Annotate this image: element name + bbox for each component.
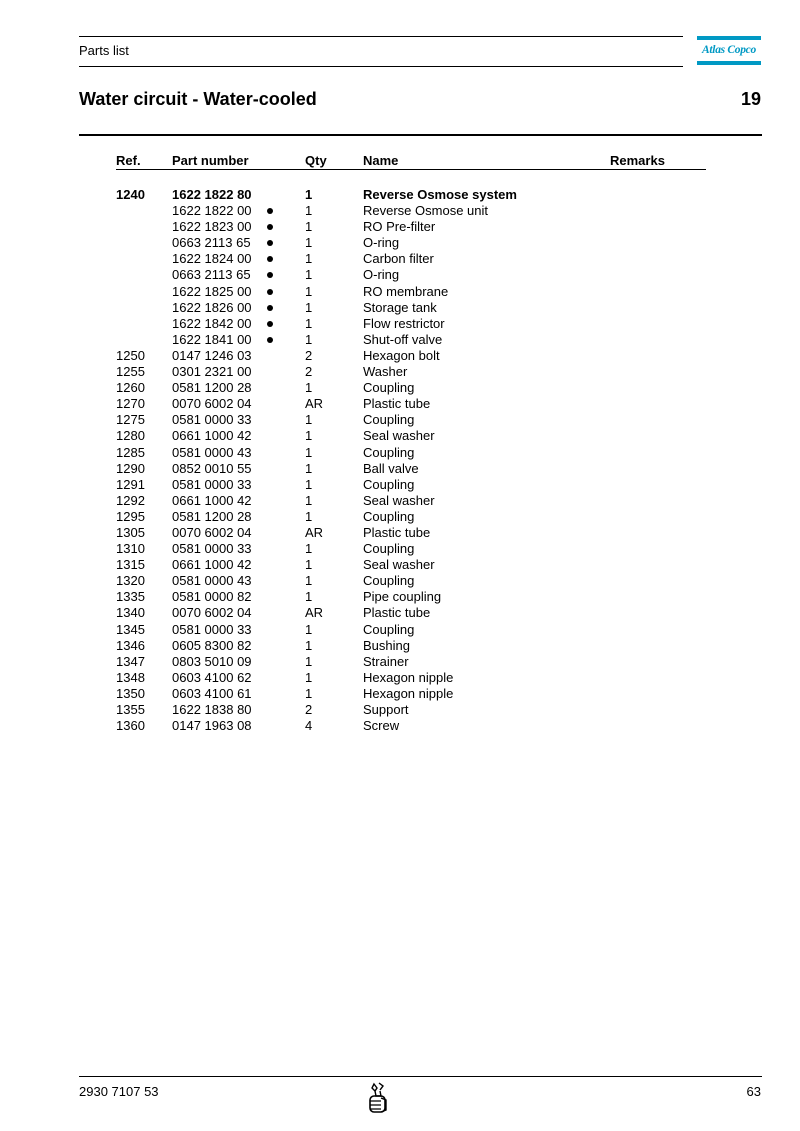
name-cell: Coupling bbox=[363, 573, 415, 589]
name-cell: Hexagon bolt bbox=[363, 347, 440, 363]
table-row bbox=[0, 461, 800, 477]
qty-cell: 4 bbox=[305, 718, 313, 734]
name-cell: RO membrane bbox=[363, 283, 449, 299]
part-number-cell: 0581 1200 28 bbox=[172, 380, 252, 396]
part-number-cell: 0070 6002 04 bbox=[172, 396, 252, 412]
ref-cell: 1320 bbox=[116, 573, 145, 589]
qty-cell: 1 bbox=[305, 187, 313, 202]
table-row bbox=[0, 589, 800, 605]
qty-cell: 1 bbox=[305, 541, 313, 557]
qty-cell: 1 bbox=[305, 235, 313, 251]
qty-cell: 1 bbox=[305, 428, 313, 444]
name-cell: Seal washer bbox=[363, 428, 435, 444]
name-cell: Coupling bbox=[363, 476, 415, 492]
name-cell: Coupling bbox=[363, 508, 415, 524]
table-row bbox=[0, 541, 800, 557]
sub-item-bullet-icon bbox=[267, 256, 273, 262]
ref-cell: 1335 bbox=[116, 589, 145, 605]
name-cell: Support bbox=[363, 702, 409, 717]
qty-cell: 1 bbox=[305, 508, 313, 524]
table-row bbox=[0, 445, 800, 461]
ref-cell: 1260 bbox=[116, 380, 145, 396]
parts-table bbox=[0, 187, 800, 734]
name-cell: Seal washer bbox=[363, 557, 435, 573]
section-rule bbox=[79, 134, 762, 136]
sub-item-bullet-icon bbox=[267, 321, 273, 327]
footer-rule bbox=[79, 1076, 762, 1077]
sub-item-bullet-icon bbox=[267, 208, 273, 214]
ref-cell: 1270 bbox=[116, 396, 145, 412]
section-number: 19 bbox=[740, 89, 761, 109]
name-cell: Plastic tube bbox=[363, 524, 431, 540]
sub-item-bullet-icon bbox=[267, 305, 273, 311]
name-cell: Plastic tube bbox=[363, 605, 431, 621]
name-cell: Plastic tube bbox=[363, 396, 431, 412]
qty-cell: 1 bbox=[305, 557, 313, 573]
name-cell: O-ring bbox=[363, 235, 400, 251]
table-row bbox=[0, 348, 800, 364]
part-number-cell: 1622 1842 00 bbox=[172, 315, 252, 331]
table-row bbox=[0, 267, 800, 283]
ref-cell: 1350 bbox=[116, 685, 145, 701]
ref-cell: 1295 bbox=[116, 508, 145, 524]
qty-cell: 1 bbox=[305, 653, 313, 669]
name-cell: O-ring bbox=[363, 267, 400, 283]
name-cell: Strainer bbox=[363, 653, 409, 669]
table-row bbox=[0, 284, 800, 300]
table-row bbox=[0, 203, 800, 219]
table-row bbox=[0, 605, 800, 621]
part-number-cell: 0581 0000 43 bbox=[172, 444, 252, 460]
ref-cell: 1250 bbox=[116, 347, 145, 363]
qty-cell: 1 bbox=[305, 669, 313, 685]
name-cell: Screw bbox=[363, 718, 400, 734]
name-cell: Carbon filter bbox=[363, 251, 434, 267]
name-cell: Coupling bbox=[363, 380, 415, 396]
name-cell: Coupling bbox=[363, 621, 415, 637]
name-cell: Pipe coupling bbox=[363, 589, 442, 605]
sub-item-bullet-icon bbox=[267, 337, 273, 343]
table-row bbox=[0, 654, 800, 670]
column-header-remarks: Remarks bbox=[610, 153, 665, 168]
ref-cell: 1305 bbox=[116, 524, 145, 540]
part-number-cell: 0661 1000 42 bbox=[172, 557, 252, 573]
table-row bbox=[0, 686, 800, 702]
ref-cell: 1291 bbox=[116, 476, 145, 492]
footer-doc-number: 2930 7107 53 bbox=[79, 1084, 159, 1099]
section-title: Water circuit - Water-cooled bbox=[79, 89, 317, 109]
qty-cell: 1 bbox=[305, 621, 313, 637]
thumbs-up-wrench-icon bbox=[366, 1082, 390, 1118]
ref-cell: 1360 bbox=[116, 718, 145, 734]
part-number-cell: 0661 1000 42 bbox=[172, 428, 252, 444]
qty-cell: 1 bbox=[305, 251, 313, 267]
part-number-cell: 0803 5010 09 bbox=[172, 653, 252, 669]
qty-cell: 2 bbox=[305, 347, 313, 363]
qty-cell: 1 bbox=[305, 444, 313, 460]
logo-top-bar bbox=[697, 36, 761, 40]
ref-cell: 1348 bbox=[116, 669, 145, 685]
part-number-cell: 0147 1246 03 bbox=[172, 347, 252, 363]
part-number-cell: 1622 1822 80 bbox=[172, 187, 252, 202]
part-number-cell: 0661 1000 42 bbox=[172, 492, 252, 508]
qty-cell: 1 bbox=[305, 589, 313, 605]
part-number-cell: 0581 0000 33 bbox=[172, 476, 252, 492]
name-cell: Coupling bbox=[363, 444, 415, 460]
qty-cell: 1 bbox=[305, 573, 313, 589]
name-cell: Reverse Osmose unit bbox=[363, 203, 488, 219]
part-number-cell: 0605 8300 82 bbox=[172, 637, 252, 653]
table-row bbox=[0, 493, 800, 509]
name-cell: Storage tank bbox=[363, 299, 437, 315]
qty-cell: 1 bbox=[305, 685, 313, 701]
qty-cell: 1 bbox=[305, 315, 313, 331]
name-cell: RO Pre-filter bbox=[363, 219, 436, 235]
part-number-cell: 1622 1823 00 bbox=[172, 219, 252, 235]
table-row bbox=[0, 638, 800, 654]
ref-cell: 1292 bbox=[116, 492, 145, 508]
table-row bbox=[0, 525, 800, 541]
column-header-ref: Ref. bbox=[116, 153, 141, 168]
name-cell: Washer bbox=[363, 364, 408, 380]
table-row bbox=[0, 219, 800, 235]
part-number-cell: 0581 0000 82 bbox=[172, 589, 252, 605]
column-header-part-number: Part number bbox=[172, 153, 249, 168]
ref-cell: 1315 bbox=[116, 557, 145, 573]
ref-cell: 1240 bbox=[116, 187, 145, 202]
part-number-cell: 0581 1200 28 bbox=[172, 508, 252, 524]
ref-cell: 1346 bbox=[116, 637, 145, 653]
part-number-cell: 0070 6002 04 bbox=[172, 524, 252, 540]
logo-text: Atlas Copco bbox=[702, 44, 756, 56]
name-cell: Bushing bbox=[363, 637, 410, 653]
column-header-name: Name bbox=[363, 153, 399, 168]
part-number-cell: 1622 1838 80 bbox=[172, 702, 252, 717]
table-row bbox=[0, 332, 800, 348]
sub-item-bullet-icon bbox=[267, 289, 273, 295]
part-number-cell: 0301 2321 00 bbox=[172, 364, 252, 380]
qty-cell: 1 bbox=[305, 460, 313, 476]
name-cell: Hexagon nipple bbox=[363, 669, 454, 685]
table-row bbox=[0, 380, 800, 396]
part-number-cell: 1622 1826 00 bbox=[172, 299, 252, 315]
ref-cell: 1345 bbox=[116, 621, 145, 637]
qty-cell: 1 bbox=[305, 476, 313, 492]
part-number-cell: 0663 2113 65 bbox=[172, 235, 251, 251]
qty-cell: 2 bbox=[305, 364, 313, 380]
qty-cell: 1 bbox=[305, 492, 313, 508]
ref-cell: 1280 bbox=[116, 428, 145, 444]
name-cell: Hexagon nipple bbox=[363, 685, 454, 701]
part-number-cell: 0070 6002 04 bbox=[172, 605, 252, 621]
table-row bbox=[0, 364, 800, 380]
part-number-cell: 1622 1822 00 bbox=[172, 203, 252, 219]
table-row bbox=[0, 187, 800, 203]
table-row bbox=[0, 702, 800, 718]
table-row bbox=[0, 396, 800, 412]
part-number-cell: 0852 0010 55 bbox=[172, 460, 252, 476]
table-row bbox=[0, 670, 800, 686]
part-number-cell: 1622 1825 00 bbox=[172, 283, 252, 299]
qty-cell: 1 bbox=[305, 219, 313, 235]
qty-cell: AR bbox=[305, 396, 324, 412]
table-row bbox=[0, 622, 800, 638]
ref-cell: 1275 bbox=[116, 412, 145, 428]
qty-cell: 1 bbox=[305, 380, 313, 396]
header-top-rule bbox=[79, 36, 683, 37]
table-row bbox=[0, 235, 800, 251]
table-row bbox=[0, 509, 800, 525]
atlas-copco-logo bbox=[697, 36, 761, 67]
ref-cell: 1285 bbox=[116, 444, 145, 460]
sub-item-bullet-icon bbox=[267, 224, 273, 230]
ref-cell: 1310 bbox=[116, 541, 145, 557]
ref-cell: 1290 bbox=[116, 460, 145, 476]
table-row bbox=[0, 718, 800, 734]
qty-cell: 1 bbox=[305, 331, 313, 347]
name-cell: Reverse Osmose system bbox=[363, 187, 517, 202]
sub-item-bullet-icon bbox=[267, 240, 273, 246]
part-number-cell: 0603 4100 61 bbox=[172, 685, 252, 701]
name-cell: Coupling bbox=[363, 412, 415, 428]
part-number-cell: 1622 1841 00 bbox=[172, 331, 252, 347]
ref-cell: 1355 bbox=[116, 702, 145, 717]
part-number-cell: 0603 4100 62 bbox=[172, 669, 252, 685]
table-row bbox=[0, 557, 800, 573]
qty-cell: 1 bbox=[305, 637, 313, 653]
qty-cell: 1 bbox=[305, 299, 313, 315]
header-bottom-rule bbox=[79, 66, 683, 67]
name-cell: Coupling bbox=[363, 541, 415, 557]
table-row bbox=[0, 300, 800, 316]
qty-cell: 2 bbox=[305, 702, 313, 717]
table-row bbox=[0, 316, 800, 332]
name-cell: Flow restrictor bbox=[363, 315, 445, 331]
qty-cell: 1 bbox=[305, 203, 313, 219]
name-cell: Shut-off valve bbox=[363, 331, 443, 347]
ref-cell: 1255 bbox=[116, 364, 145, 380]
header-label: Parts list bbox=[79, 43, 129, 58]
part-number-cell: 0581 0000 33 bbox=[172, 541, 252, 557]
part-number-cell: 1622 1824 00 bbox=[172, 251, 252, 267]
part-number-cell: 0581 0000 33 bbox=[172, 412, 252, 428]
ref-cell: 1347 bbox=[116, 653, 145, 669]
sub-item-bullet-icon bbox=[267, 272, 273, 278]
table-row bbox=[0, 477, 800, 493]
qty-cell: 1 bbox=[305, 412, 313, 428]
column-header-qty: Qty bbox=[305, 153, 327, 168]
logo-bottom-bar bbox=[697, 61, 761, 65]
part-number-cell: 0147 1963 08 bbox=[172, 718, 252, 734]
part-number-cell: 0581 0000 33 bbox=[172, 621, 252, 637]
name-cell: Ball valve bbox=[363, 460, 419, 476]
table-row bbox=[0, 428, 800, 444]
qty-cell: 1 bbox=[305, 267, 313, 283]
column-header-rule bbox=[116, 169, 706, 170]
part-number-cell: 0663 2113 65 bbox=[172, 267, 251, 283]
qty-cell: AR bbox=[305, 524, 324, 540]
part-number-cell: 0581 0000 43 bbox=[172, 573, 252, 589]
table-row bbox=[0, 412, 800, 428]
table-row bbox=[0, 251, 800, 267]
qty-cell: AR bbox=[305, 605, 324, 621]
footer-page-number: 63 bbox=[746, 1084, 761, 1099]
table-row bbox=[0, 573, 800, 589]
qty-cell: 1 bbox=[305, 283, 313, 299]
ref-cell: 1340 bbox=[116, 605, 145, 621]
name-cell: Seal washer bbox=[363, 492, 435, 508]
